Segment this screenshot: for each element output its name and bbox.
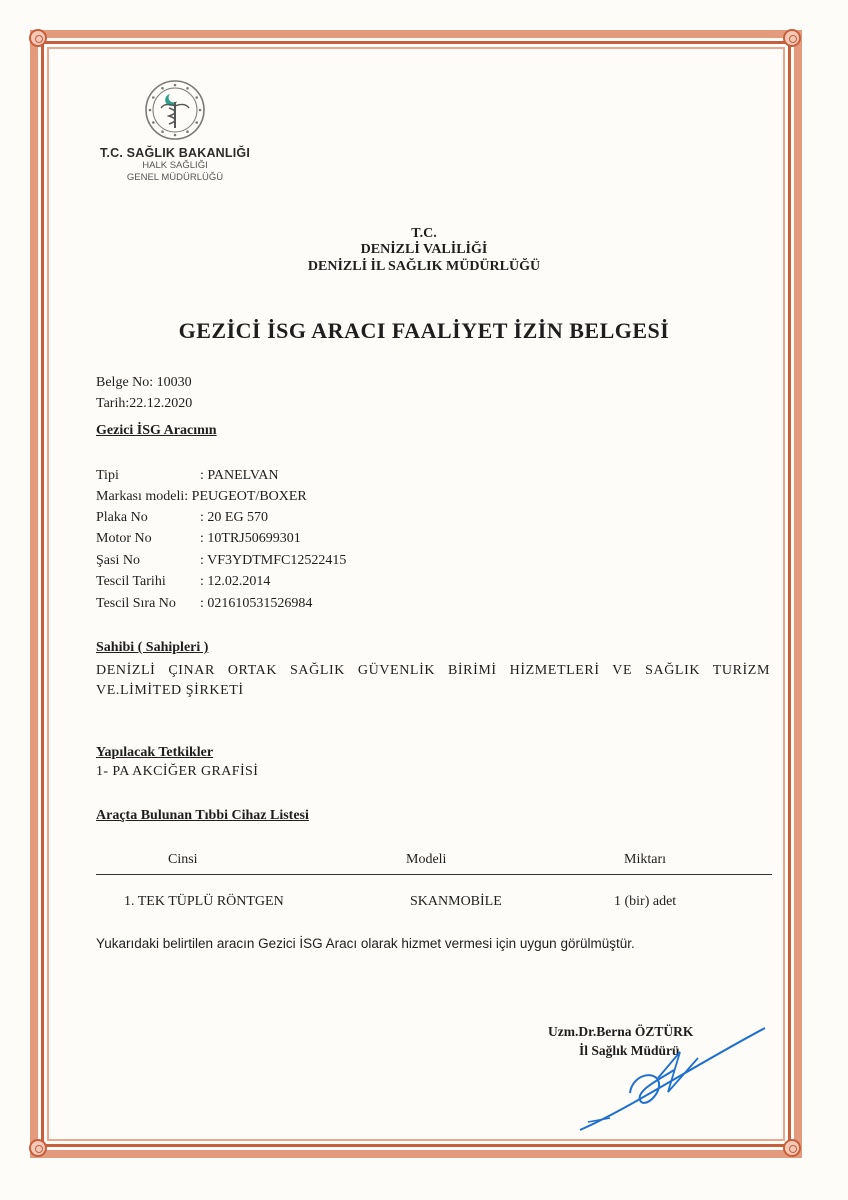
belge-tarih: Tarih:22.12.2020 xyxy=(96,396,193,411)
signatory-role: İl Sağlık Müdürü xyxy=(579,1043,680,1058)
logo-subtitle: GENEL MÜDÜRLÜĞÜ xyxy=(126,172,224,183)
table-header-divider xyxy=(96,874,772,875)
field-value: : 12.02.2014 xyxy=(200,574,271,589)
page-border-inner-line xyxy=(47,47,785,1141)
field-label: Motor No xyxy=(96,531,152,546)
document-title: GEZİCİ İSG ARACI FAALİYET İZİN BELGESİ xyxy=(178,318,670,343)
field-value: : 20 EG 570 xyxy=(200,510,269,525)
page-border xyxy=(30,30,802,1158)
field-value: : PEUGEOT/BOXER xyxy=(184,489,307,504)
corner-ornament-icon xyxy=(783,1139,801,1157)
corner-ornament-icon xyxy=(783,29,801,47)
field-label: Markası modeli xyxy=(96,489,185,504)
corner-ornament-icon xyxy=(29,29,47,47)
logo-title: T.C. SAĞLIK BAKANLIĞI xyxy=(99,146,251,160)
field-label: Tescil Sıra No xyxy=(96,596,176,611)
vehicle-field-row xyxy=(96,553,346,569)
field-value: : 10TRJ50699301 xyxy=(200,531,301,546)
approval-statement: Yukarıdaki belirtilen aracın Gezici İSG Aracı olarak hizmet vermesi için uygun görülmüştür. xyxy=(96,936,635,951)
test-item: 1- PA AKCİĞER GRAFİSİ xyxy=(96,764,259,779)
device-modeli: SKANMOBİLE xyxy=(410,894,502,909)
vehicle-field-row xyxy=(96,468,278,484)
corner-ornament-icon xyxy=(29,1139,47,1157)
vehicle-field-row xyxy=(96,574,270,590)
field-label: Tescil Tarihi xyxy=(96,574,166,589)
field-value: : 021610531526984 xyxy=(200,596,313,611)
field-label: Tipi xyxy=(96,468,119,483)
devices-heading: Araçta Bulunan Tıbbi Cihaz Listesi xyxy=(96,808,309,823)
belge-no: Belge No: 10030 xyxy=(96,375,192,390)
vehicle-field-row xyxy=(96,531,301,547)
ministry-logo xyxy=(95,78,255,184)
field-label: Plaka No xyxy=(96,510,148,525)
column-header-miktari: Miktarı xyxy=(624,852,666,867)
device-cinsi: 1. TEK TÜPLÜ RÖNTGEN xyxy=(124,894,284,909)
vehicle-field-row xyxy=(96,596,312,612)
owner-name: DENİZLİ ÇINAR ORTAK SAĞLIK GÜVENLİK BİRİMİ HİZMETLERİ VE SAĞLIK TURİZM VE.LİMİTED ŞİRKETİ xyxy=(96,663,770,698)
field-label: Şasi No xyxy=(96,553,140,568)
owner-heading: Sahibi ( Sahipleri ) xyxy=(96,640,209,655)
vehicle-heading: Gezici İSG Aracının xyxy=(96,423,217,438)
handwritten-signature-icon xyxy=(570,1018,780,1138)
column-header-cinsi: Cinsi xyxy=(168,852,198,867)
field-value: : PANELVAN xyxy=(200,468,279,483)
vehicle-field-row xyxy=(96,510,268,526)
signatory-name: Uzm.Dr.Berna ÖZTÜRK xyxy=(548,1024,694,1039)
header-tc: T.C. xyxy=(411,226,437,241)
page-border-inner xyxy=(41,41,791,1147)
logo-subtitle: HALK SAĞLIĞI xyxy=(142,160,208,171)
column-header-modeli: Modeli xyxy=(406,852,447,867)
field-value: : VF3YDTMFC12522415 xyxy=(200,553,347,568)
tests-heading: Yapılacak Tetkikler xyxy=(96,745,214,760)
header-mudurluk: DENİZLİ İL SAĞLIK MÜDÜRLÜĞÜ xyxy=(307,259,541,274)
device-miktari: 1 (bir) adet xyxy=(614,894,677,909)
vehicle-field-row xyxy=(96,489,307,505)
ministry-emblem-icon xyxy=(143,78,207,142)
header-valilik: DENİZLİ VALİLİĞİ xyxy=(360,242,488,257)
